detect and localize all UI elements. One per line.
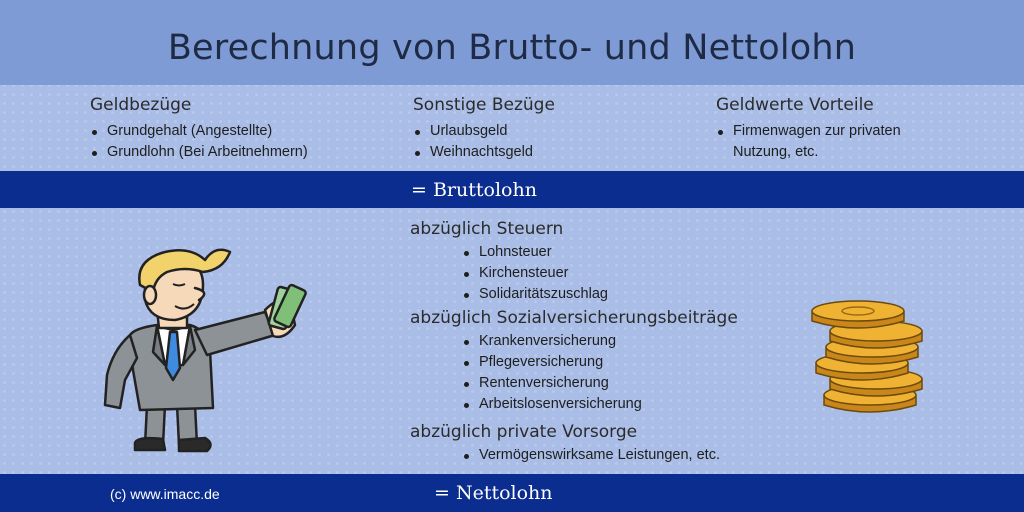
businessman-illustration [95,240,320,460]
coin-stack-illustration [810,295,925,420]
deduction-heading: abzüglich Steuern [410,219,564,239]
list-item: Solidaritätszuschlag [462,284,608,305]
copyright-text: (c) www.imacc.de [110,486,220,502]
list-item-continued: Nutzung, etc. [733,144,819,160]
bruttolohn-label: = Bruttolohn [411,179,537,201]
column-heading: Geldwerte Vorteile [716,95,874,115]
list-item: Urlaubsgeld [413,121,555,142]
deduction-heading: abzüglich private Vorsorge [410,422,638,442]
deduction-list [462,445,720,466]
deduction-section-steuern [410,219,608,305]
bruttolohn-band [0,171,1024,208]
column-sonstige-bezuege [413,95,555,163]
list-item: Rentenversicherung [462,373,738,394]
deduction-list [462,242,608,305]
column-list [413,121,555,163]
page-title: Berechnung von Brutto- und Nettolohn [167,28,857,68]
list-item: Grundlohn (Bei Arbeitnehmern) [90,142,308,163]
deduction-list [462,331,738,415]
column-geldbezuege [90,95,308,163]
column-heading: Geldbezüge [90,95,192,115]
column-heading: Sonstige Bezüge [413,95,555,115]
list-item: Krankenversicherung [462,331,738,352]
list-item: Grundgehalt (Angestellte) [90,121,308,142]
column-geldwerte-vorteile [716,95,901,163]
deduction-section-sozialversicherung [410,308,738,415]
list-item: Firmenwagen zur privaten [716,121,901,142]
list-item: Lohnsteuer [462,242,608,263]
list-item: Weihnachtsgeld [413,142,555,163]
list-item: Vermögenswirksame Leistungen, etc. [462,445,720,466]
deduction-section-vorsorge [410,422,720,466]
list-item: Arbeitslosenversicherung [462,394,738,415]
deduction-heading: abzüglich Sozialversicherungsbeiträge [410,308,738,328]
list-item: Kirchensteuer [462,263,608,284]
column-list [716,121,901,163]
list-item: Pflegeversicherung [462,352,738,373]
nettolohn-label: = Nettolohn [434,482,553,504]
column-list [90,121,308,163]
nettolohn-band [0,474,1024,512]
